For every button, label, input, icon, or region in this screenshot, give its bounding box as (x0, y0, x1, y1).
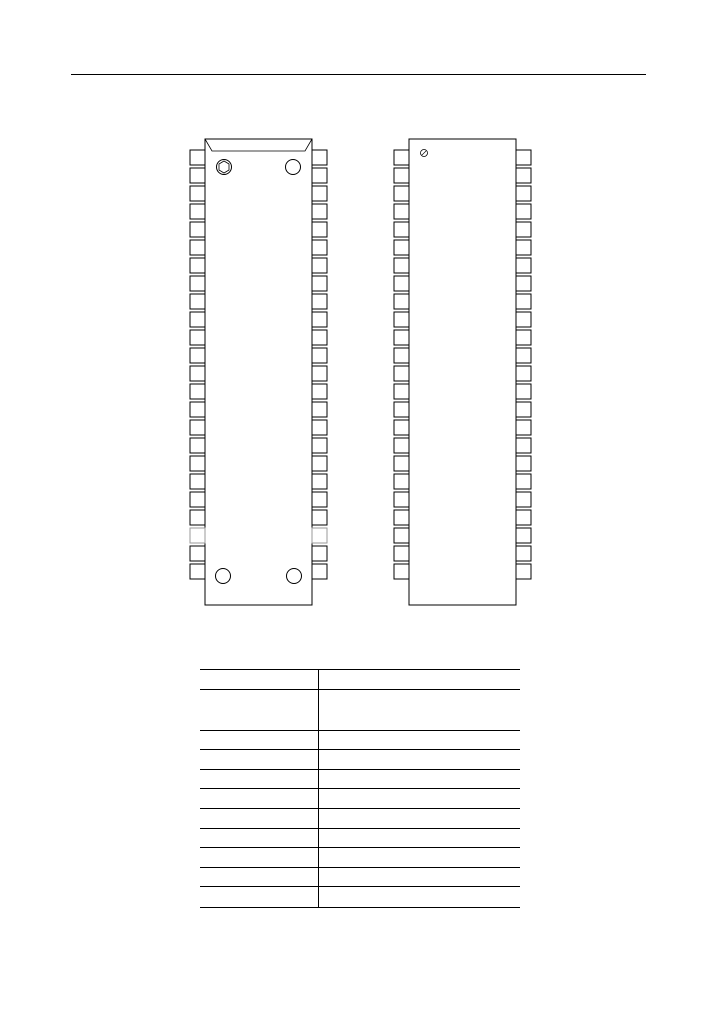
package-pin (394, 186, 409, 201)
table-row (200, 730, 520, 750)
pin-column-right (312, 150, 327, 579)
table-row (200, 808, 520, 829)
package-pin (394, 222, 409, 237)
package-pin (394, 420, 409, 435)
mounting-hole (216, 569, 231, 584)
package-pin (312, 168, 327, 183)
table-row (200, 886, 520, 908)
package-pin (190, 294, 205, 309)
package-pin (516, 510, 531, 525)
package-pin (394, 312, 409, 327)
package-pin (394, 294, 409, 309)
package-pin (190, 168, 205, 183)
package-pin (516, 492, 531, 507)
package-pin (394, 564, 409, 579)
package-pin (190, 186, 205, 201)
package-pin (312, 438, 327, 453)
pin-table (200, 669, 520, 907)
package-pin (190, 510, 205, 525)
package-pin (190, 474, 205, 489)
table-row (200, 828, 520, 848)
package-pin (312, 510, 327, 525)
package-pin (312, 492, 327, 507)
package-pin (190, 366, 205, 381)
package-pin (190, 276, 205, 291)
package-pin (190, 420, 205, 435)
package-pin (312, 222, 327, 237)
package-pin (312, 564, 327, 579)
package-pin (516, 402, 531, 417)
package-pin (394, 510, 409, 525)
package-body-outline (205, 139, 312, 605)
pin1-dot-mark (422, 151, 426, 155)
pin-column-right (516, 150, 531, 579)
package-pin (190, 348, 205, 363)
package-pin (516, 348, 531, 363)
package-pin (312, 312, 327, 327)
package-pin (516, 186, 531, 201)
package-pin (394, 258, 409, 273)
package-top-view (190, 139, 327, 605)
package-pin (516, 168, 531, 183)
table-row (200, 689, 520, 731)
package-pin (394, 276, 409, 291)
table-row (200, 847, 520, 868)
package-pin (394, 402, 409, 417)
package-pin (190, 384, 205, 399)
package-pin (312, 204, 327, 219)
package-pin (190, 402, 205, 417)
package-pin (190, 330, 205, 345)
package-pin (516, 366, 531, 381)
table-row (200, 788, 520, 809)
package-pin (394, 348, 409, 363)
package-pin (394, 366, 409, 381)
package-pin (190, 438, 205, 453)
package-pin (516, 546, 531, 561)
pin-column-left (190, 150, 205, 579)
package-pin (190, 546, 205, 561)
package-pin (190, 258, 205, 273)
package-pin (516, 150, 531, 165)
package-pin (516, 204, 531, 219)
package-pin (516, 528, 531, 543)
package-pin (312, 474, 327, 489)
package-pin (312, 348, 327, 363)
package-pin (516, 456, 531, 471)
package-pin (516, 384, 531, 399)
package-pin (394, 456, 409, 471)
package-pin (312, 402, 327, 417)
package-pin (394, 150, 409, 165)
package-pin (312, 330, 327, 345)
package-pin (190, 150, 205, 165)
package-pin (516, 330, 531, 345)
package-pin (190, 492, 205, 507)
package-pin (394, 546, 409, 561)
package-pin (394, 168, 409, 183)
package-pin (516, 240, 531, 255)
mounting-hole (287, 569, 302, 584)
package-bottom-view (394, 139, 531, 605)
pin-column-left (394, 150, 409, 579)
package-pin (394, 528, 409, 543)
package-pin (312, 276, 327, 291)
package-pin (312, 150, 327, 165)
package-pin (516, 312, 531, 327)
package-pin (516, 276, 531, 291)
package-pin (190, 204, 205, 219)
package-bevel-edge (205, 139, 312, 151)
package-pin (190, 564, 205, 579)
package-pin (312, 546, 327, 561)
package-pin (312, 420, 327, 435)
package-pin (312, 366, 327, 381)
package-pin (394, 204, 409, 219)
package-pin (516, 420, 531, 435)
table-row (200, 749, 520, 770)
package-pin (516, 222, 531, 237)
package-pin (190, 222, 205, 237)
package-pin (312, 528, 327, 543)
package-pin (516, 258, 531, 273)
package-body-outline (409, 139, 516, 605)
package-pin (312, 294, 327, 309)
pin1-marker-icon (219, 161, 229, 173)
package-pin (516, 474, 531, 489)
package-pin (190, 528, 205, 543)
package-pin (394, 240, 409, 255)
package-pin (394, 438, 409, 453)
package-pin (394, 330, 409, 345)
package-pin (312, 258, 327, 273)
table-row (200, 669, 520, 690)
package-pin (516, 294, 531, 309)
package-pin (312, 186, 327, 201)
package-pin (312, 384, 327, 399)
package-pin (516, 438, 531, 453)
package-pin (394, 474, 409, 489)
package-pin (190, 456, 205, 471)
table-row (200, 867, 520, 887)
package-pin (394, 384, 409, 399)
package-pin (190, 240, 205, 255)
package-pin (312, 456, 327, 471)
package-pin (312, 240, 327, 255)
table-row (200, 769, 520, 789)
package-pin (190, 312, 205, 327)
mounting-hole (286, 160, 301, 175)
package-pin (394, 492, 409, 507)
package-pin (516, 564, 531, 579)
